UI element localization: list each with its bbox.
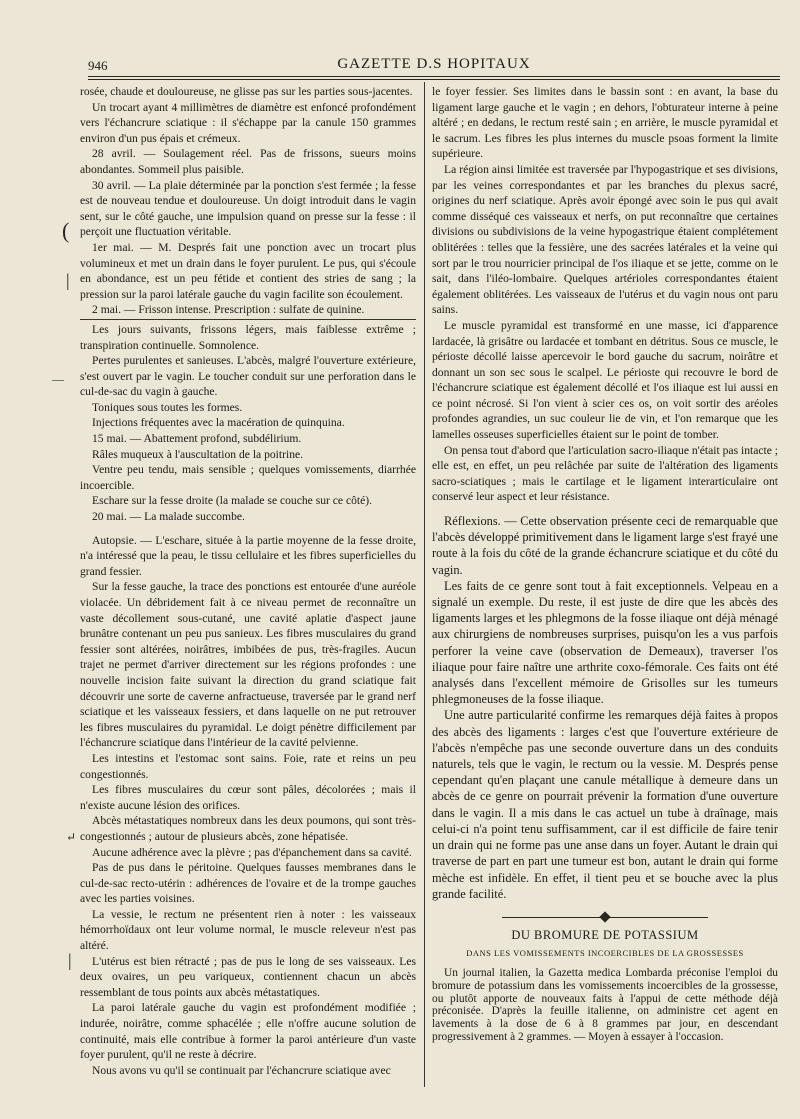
page-header	[88, 50, 780, 74]
paragraph: Les faits de ce genre sont tout à fait exceptionnels. Velpeau en a signalé un exemple. Du reste, il est juste de dire que les abcès des ligaments larges et les phlegmons de la fosse iliaque ont déjà ménagé aux chirurgiens de nombreuses surprises, puisqu'on les a vus parfois perforer la veine cave (observation de Demeaux), traverser l'os iliaque pour faire naître une arthrite coxo-fémorale. Ces faits ont été analysés dans l'excellent mémoire de Grisolles sur les tumeurs phlegmoneuses de la fosse iliaque.	[432, 578, 778, 707]
article-subtitle: DANS LES VOMISSEMENTS INCOERCIBLES DE LA GROSSESSES	[466, 947, 744, 958]
paragraph: 30 avril. — La plaie déterminée par la ponction s'est fermée ; la fesse est de nouveau tendue et douloureuse. Un doigt introduit dans le vagin sent, sur le côté gauche, une impulsion quand on presse sur la fesse : il perçoit une fluctuation véritable.	[80, 178, 416, 239]
autopsy-paragraph: Autopsie. — L'eschare, située à la partie moyenne de la fesse droite, n'a intéressé que la peau, le tissu cellulaire et les fibres superficielles du grand fessier.	[80, 533, 416, 578]
paragraph: L'utérus est bien rétracté ; pas de pus le long de ses vaisseaux. Les deux ovaires, un peu variqueux, contiennent chacun un abcès ressemblant de tous points aux abcès métastatiques.	[80, 954, 416, 999]
reflexions-paragraph: Réflexions. — Cette observation présente ceci de remarquable que l'abcès développé primitivement dans le ligament large s'est frayé une route à la fois du côté de la grande échancrure sciatique et du côté du vagin.	[432, 514, 778, 577]
paragraph: 20 mai. — La malade succombe.	[92, 510, 245, 524]
paragraph: Aucune adhérence avec la plèvre ; pas d'épanchement dans sa cavité.	[92, 845, 412, 859]
paragraph: Nous avons vu qu'il se continuait par l'échancrure sciatique avec	[92, 1063, 391, 1077]
paragraph: 15 mai. — Abattement profond, subdélirium.	[92, 432, 302, 446]
paragraph: le foyer fessier. Ses limites dans le bassin sont : en avant, la base du ligament large gauche et le vagin ; en dehors, l'obturateur interne à peine altéré ; en dedans, le rectum resté sain ; en arrière, le muscle pyramidal et le sacrum. Les fibres les plus internes du muscle psoas forment la limite supérieure.	[432, 85, 778, 161]
paragraph: 1er mai. — M. Després fait une ponction avec un trocart plus volumineux et met un drain dans le foyer purulent. Le pus, qui s'écoule en abondance, est un peu fétide et contient des stries de sang ; la pression sur la paroi latérale gauche du vagin facilite son écoulement.	[80, 240, 416, 301]
article-body: Un journal italien, la Gazetta medica Lombarda préconise l'emploi du bromure de potassium dans les vomissements incoercibles de la grossesse, ou plutôt apporte de nouveaux faits à l'appui de cette méthode déjà préconisée. D'après la feuille italienne, on administre cet agent en lavements à la dose de 6 à 8 grammes par jour, en descendant progressivement à 2 grammes. — Moyen à essayer à l'occasion.	[432, 967, 778, 1044]
paragraph: Toniques sous toutes les formes.	[92, 400, 243, 414]
margin-bar-mark: |	[66, 270, 70, 290]
paragraph: La région ainsi limitée est traversée par l'hypogastrique et ses divisions, par les veines correspondantes et par les branches du plexus sacré, origines du nerf sciatique. Après avoir épongé avec soin le pus qui avait comme disséqué ces vaisseaux et nerfs, on put reconnaître que certaines divisions ou subdivisions de la veine hypogastrique étaient complétement oblitérées : telles que la fessière, une des sacrées latérales et la veine qui sort par le trou nourricier principal de l'os iliaque et se jette, comme on le sait, dans l'iléo-lombaire. Quelques artérioles correspondantes étaient également oblitérées. Les vaisseaux de l'utérus et du vagin nous ont paru sains.	[432, 162, 778, 317]
page-number: 946	[88, 58, 108, 73]
margin-dash-mark: —	[52, 372, 64, 386]
right-column	[432, 84, 778, 1090]
paragraph: Pertes purulentes et sanieuses. L'abcès, malgré l'ouverture extérieure, s'est ouvert par le vagin. Le toucher conduit sur une perforation dans le cul-de-sac du vagin à gauche.	[80, 354, 416, 399]
diamond-ornament-icon	[599, 911, 610, 922]
margin-hook-mark: ↵	[66, 830, 77, 844]
paragraph: Râles muqueux à l'auscultation de la poitrine.	[92, 447, 304, 461]
margin-bracket-mark: (	[62, 218, 70, 243]
paragraph: Injections fréquentes avec la macération de quinquina.	[92, 416, 345, 430]
paragraph: Un trocart ayant 4 millimètres de diamètre est enfoncé profondément vers l'échancrure sciatique : il s'échappe par la canule 150 grammes environ d'un pus épais et crémeux.	[80, 100, 416, 145]
column-divider	[424, 82, 425, 1087]
paragraph: La paroi latérale gauche du vagin est profondément modifiée ; indurée, noirâtre, comme sphacélée ; elle n'offre aucune solution de continuité, mais elle contribue à former la paroi antérieure d'un vaste foyer purulent, qu'il ne reste à décrire.	[80, 1001, 416, 1062]
paragraph: 28 avril. — Soulagement réel. Pas de frissons, sueurs moins abondantes. Sommeil plus paisible.	[80, 147, 416, 176]
section-ornament	[432, 910, 778, 924]
paragraph: Le muscle pyramidal est transformé en une masse, ici d'apparence lardacée, là grisâtre ou lardacée et tombant en détritus. Sous ce muscle, le périoste décollé laisse apercevoir le bord gauche du sacrum, noirâtre et donnant un son sec sous le scalpel. Le périoste qui recouvre le bord de l'échancrure sciatique est également décollé et l'os iliaque est lui aussi en ce point nécrosé. Si l'on vient à scier ces os, on voit sortir des aréoles profondes agrandies, un suc couleur lie de vin, et l'on remarque que les lamelles osseuses superficielles étaient sur le point de tomber.	[432, 318, 778, 442]
left-column	[80, 84, 416, 1090]
journal-title: GAZETTE D.S HOPITAUX	[337, 56, 531, 72]
paragraph: Les fibres musculaires du cœur sont pâles, décolorées ; mais il n'existe aucune lésion des orifices.	[80, 783, 416, 812]
paragraph: Eschare sur la fesse droite (la malade se couche sur ce côté).	[92, 494, 373, 508]
paragraph: Les jours suivants, frissons légers, mais faiblesse extrême ; transpiration continuelle. Somnolence.	[80, 322, 416, 352]
paragraph: Pas de pus dans le péritoine. Quelques fausses membranes dans le cul-de-sac recto-utérin : adhérences de l'ovaire et de la trompe gauches avec les parties voisines.	[80, 861, 416, 906]
paragraph: La vessie, le rectum ne présentent rien à noter : les vaisseaux hémorrhoïdaux ont leur volume normal, le muscle releveur n'est pas altéré.	[80, 907, 416, 953]
paragraph: 2 mai. — Frisson intense. Prescription : sulfate de quinine.	[80, 302, 416, 320]
paragraph: Une autre particularité confirme les remarques déjà faites à propos des abcès des ligaments : larges c'est que l'ouverture extérieure de l'abcès n'empêche pas une seconde ouverture dans un des conduits naturels, tels que le vagin, le rectum ou la vessie. M. Després pense cependant qu'en plaçant une canule métallique à demeure dans un abcès de ce genre on pourrait prévenir la formation d'une ouverture dans le vagin. Il a mis dans le cas actuel un tube à draînage, mais celui-ci n'a point tenu suffisamment, car il est difficile de faire tenir un drain qui ne forme pas une anse dans un foyer. Autant le drain qui traverse de part en part une tumeur est bon, autant le drain qui forme mèche est infidèle. En effet, il tient peu et se bouche avec la plus grande facilité.	[432, 708, 778, 901]
paragraph: Les intestins et l'estomac sont sains. Foie, rate et reins un peu congestionnés.	[80, 751, 416, 781]
paragraph: Sur la fesse gauche, la trace des ponctions est entourée d'une auréole violacée. Un débridement fait à ce niveau permet de reconnaître un vaste décollement sous-cutané, une cavité aplatie d'aspect jaune brunâtre contenant un peu pus sanieux. Les fibres musculaires du grand fessier sont altérées, noirâtres, imbibées de pus, très-fragiles. Aucun trajet ne permet d'arriver directement sur les régions profondes : une nouvelle incision faite suivant la direction du grand sciatique fait découvrir une sorte de caverne anfractueuse, traversée par le grand nerf sciatique et les vaisseaux fessiers, et dans laquelle on ne put retrouver les fibres musculaires du pyramidal. Le doigt pénètre difficilement par l'échancrure sciatique dans l'intérieur de la cavité pelvienne.	[80, 580, 416, 750]
margin-bar-mark-2: |	[68, 950, 72, 970]
paragraph: Ventre peu tendu, mais sensible ; quelques vomissements, diarrhée incoercible.	[80, 463, 416, 492]
article-title: DU BROMURE DE POTASSIUM	[511, 927, 699, 942]
paragraph: rosée, chaude et douloureuse, ne glisse pas sur les parties sous-jacentes.	[80, 85, 413, 98]
header-rule-top	[88, 76, 780, 77]
header-rule-bottom	[88, 79, 780, 80]
paragraph: Abcès métastatiques nombreux dans les deux poumons, qui sont très-congestionnés ; autour de plusieurs abcès, zone hépatisée.	[80, 814, 416, 843]
paragraph: On pensa tout d'abord que l'articulation sacro-iliaque n'était pas intacte ; elle est, en effet, un peu relâchée par suite de l'altération des ligaments sacro-sciatiques ; mais le cartilage et le ligament interarticulaire ont conservé leur aspect et leur résistance.	[432, 443, 778, 504]
